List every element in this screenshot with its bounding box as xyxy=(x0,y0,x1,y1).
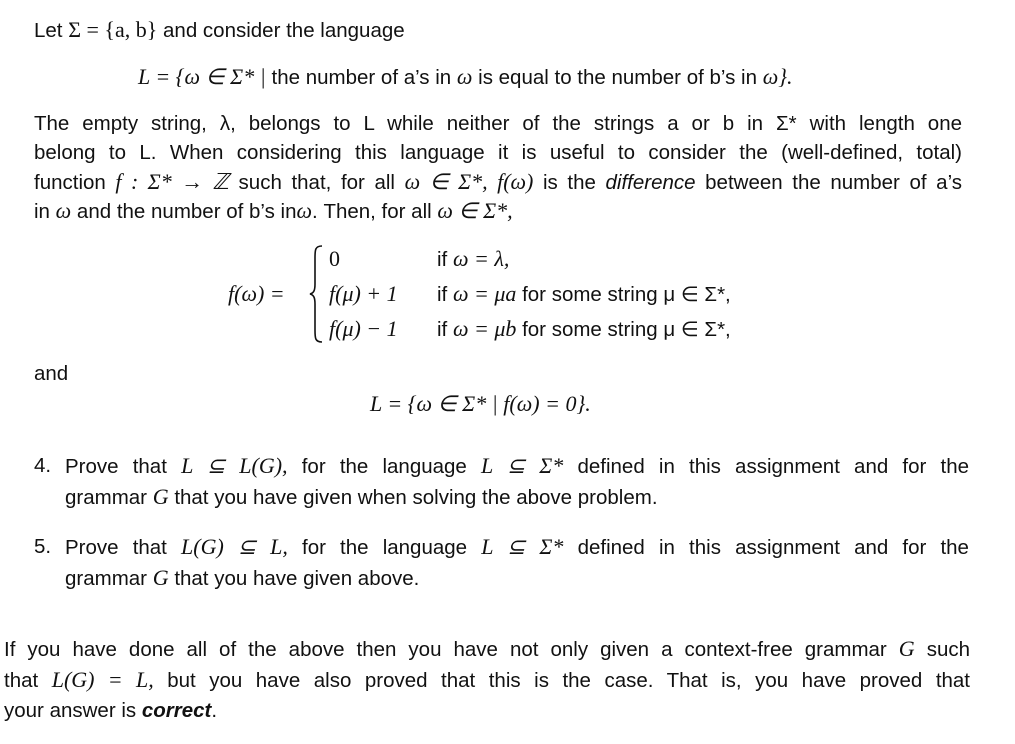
c2-math: L(G) = L, xyxy=(51,667,154,692)
p3-text-c: is the xyxy=(543,171,596,194)
c3-a: your answer is xyxy=(4,699,137,722)
p3-emphasis: difference xyxy=(605,171,696,194)
p4-text-a: in xyxy=(34,200,50,223)
problem-4-number: 4. xyxy=(34,454,52,477)
and-label: and xyxy=(34,362,69,385)
case-1-condition xyxy=(437,246,509,272)
problem-5-line-2 xyxy=(65,562,969,593)
closing-line-3 xyxy=(4,695,970,726)
p4l2-b: that you have given when solving the above problem. xyxy=(174,486,658,509)
case-3-condition xyxy=(437,316,731,342)
p4l1-a: Prove that xyxy=(65,455,167,478)
c3-b: . xyxy=(211,699,218,722)
p4l1-math: L ⊆ L(G), xyxy=(181,453,288,478)
p3-text-b: such that, for all xyxy=(238,171,395,194)
c1-b: such xyxy=(926,638,970,661)
case-2-if: if xyxy=(437,283,448,306)
p5l1-c: defined in this assignment and for the xyxy=(577,536,969,559)
problem-4-line-1 xyxy=(65,450,969,481)
p5l1-math2: L ⊆ Σ* xyxy=(481,534,564,559)
case-1-value: 0 xyxy=(329,246,340,271)
p5l2-a: grammar xyxy=(65,567,148,590)
case-2-value: f(μ) + 1 xyxy=(329,281,398,306)
p4-omega-1: ω xyxy=(55,198,72,223)
p4l1-c: defined in this assignment and for the xyxy=(577,455,969,478)
p4l2-a: grammar xyxy=(65,486,148,509)
case-3-tail: for some string μ ∈ Σ*, xyxy=(522,318,731,341)
paragraph-line-4 xyxy=(34,196,962,225)
case-1-cond: ω = λ, xyxy=(452,246,510,271)
p4l1-math2: L ⊆ Σ* xyxy=(481,453,564,478)
intro-line xyxy=(34,17,405,43)
paragraph-line-3 xyxy=(34,167,962,196)
sigma-definition: Σ = {a, b} xyxy=(68,17,158,42)
p4l1-b: for the language xyxy=(301,455,467,478)
case-2-condition xyxy=(437,281,731,307)
p4-text-c: . Then, for all xyxy=(312,200,432,223)
paragraph-line-2: belong to L. When considering this language it is useful to consider the (well-defined, total) xyxy=(34,141,962,164)
case-3-value: f(μ) − 1 xyxy=(329,316,398,341)
case-2-tail: for some string μ ∈ Σ*, xyxy=(522,283,731,306)
case-1-if: if xyxy=(437,248,448,271)
left-brace-icon xyxy=(309,244,323,344)
p5l1-math: L(G) ⊆ L, xyxy=(181,534,288,559)
problem-4-line-2 xyxy=(65,481,969,512)
p5l1-b: for the language xyxy=(302,536,468,559)
paragraph-line-1: The empty string, λ, belongs to L while neither of the strings a or b in Σ* with length one xyxy=(34,112,962,135)
p3-math-omega: ω ∈ Σ*, f(ω) xyxy=(404,169,534,194)
lang-def-text2: is equal to the number of b’s in xyxy=(478,66,757,89)
p5l1-a: Prove that xyxy=(65,536,167,559)
p4-text-b: and the number of b’s in xyxy=(76,200,297,223)
c2-b: but you have also proved that this is the case. That is, you have proved that xyxy=(167,669,971,692)
problem-5-number: 5. xyxy=(34,535,52,558)
lang-def-text: the number of a’s in xyxy=(271,66,452,89)
p5l2-b: that you have given above. xyxy=(174,567,420,590)
language-definition-2: L = {ω ∈ Σ* | f(ω) = 0}. xyxy=(370,391,591,416)
closing-line-2 xyxy=(4,664,970,695)
p3-math-function: f : Σ* → ℤ xyxy=(115,169,229,194)
case-3-if: if xyxy=(437,318,448,341)
p4-omega-2: ω xyxy=(296,198,313,223)
intro-let: Let xyxy=(34,19,63,42)
c2-a: that xyxy=(4,669,39,692)
closing-paragraph xyxy=(4,633,970,726)
c1-grammar-G: G xyxy=(898,636,915,661)
lang-def-omega: ω xyxy=(456,64,473,89)
lang-def-lhs: L = {ω ∈ Σ* | xyxy=(138,64,266,89)
intro-rest: and consider the language xyxy=(163,19,405,42)
p4l2-grammar-G: G xyxy=(152,484,169,509)
problem-5-line-1 xyxy=(65,531,969,562)
lang-def-end: ω}. xyxy=(762,64,793,89)
case-2-cond: ω = μa xyxy=(452,281,517,306)
explanatory-paragraph xyxy=(34,109,962,225)
case-3-cond: ω = μb xyxy=(452,316,517,341)
p5l2-grammar-G: G xyxy=(152,565,169,590)
p3-text-d: between the number of a’s xyxy=(705,171,963,194)
closing-line-1 xyxy=(4,633,970,664)
c1-a: If you have done all of the above then you have not only given a context-free grammar xyxy=(4,638,887,661)
c3-strong: correct xyxy=(141,699,212,722)
p3-text-a: function xyxy=(34,171,106,194)
p4-math: ω ∈ Σ*, xyxy=(437,198,513,223)
piecewise-lhs: f(ω) = xyxy=(228,281,285,306)
language-definition xyxy=(138,64,793,90)
